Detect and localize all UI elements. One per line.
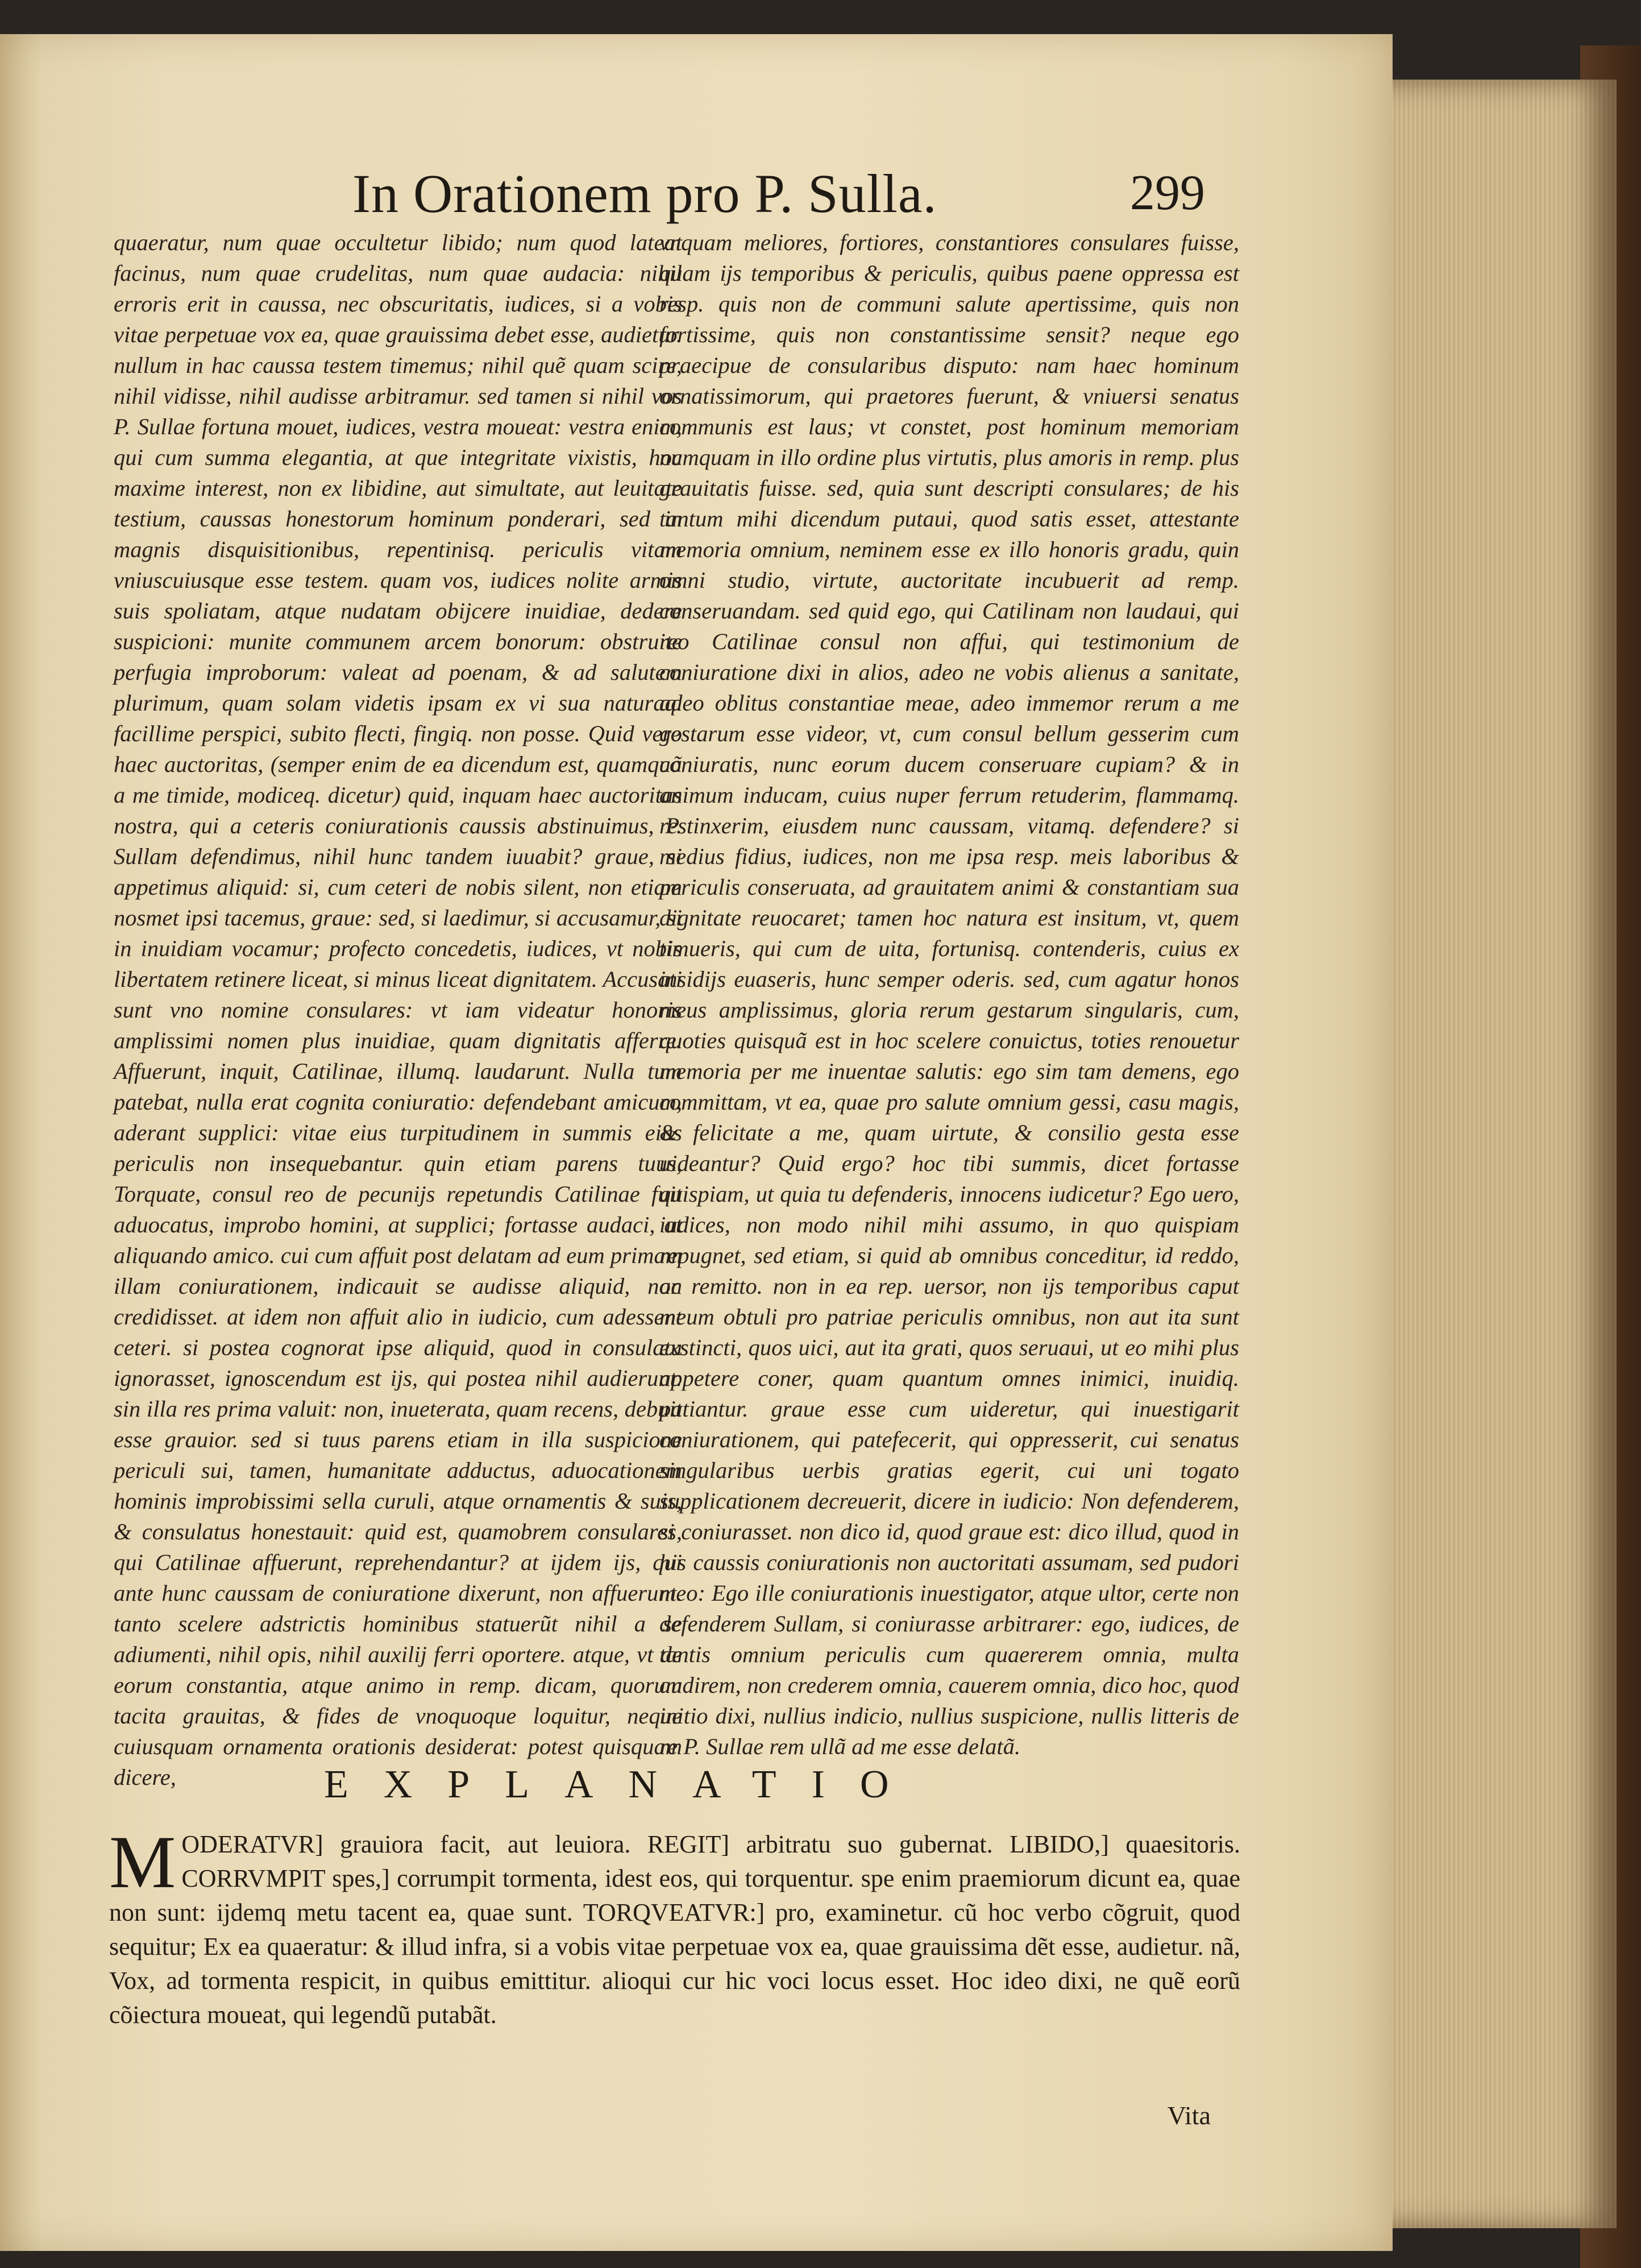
explanatio-commentary xyxy=(109,1820,1240,2089)
text-column-right: vnquam meliores, fortiores, constantiores consulares fuisse, quam ijs temporibus & periculis, quibus paene oppressa est resp. quis non de communi salute apertissime, quis non fortissime, quis non constantissime sensit? neque ego praecipue de consularibus disputo: nam haec hominum ornatissimorum, qui praetores fuerunt, & vniuersi senatus communis est laus; vt constet, post hominum memoriam numquam in illo ordine plus virtutis, plus amoris in remp. plus grauitatis fuisse. sed, quia sunt descripti consulares; de his tantum mihi dicendum putaui, quod satis esset, attestante memoria omnium, neminem esse ex illo honoris gradu, quin omni studio, virtute, auctoritate incubuerit ad remp. conseruandam. sed quid ego, qui Catilinam non laudaui, qui reo Catilinae consul non affui, qui testimonium de coniuratione dixi in alios, adeo ne vobis alienus a sanitate, adeo oblitus constantiae meae, adeo immemor rerum a me gestarum esse videor, vt, cum consul bellum gesserim cum coniuratis, nunc eorum ducem conseruare cupiam? & in animum inducam, cuius nuper ferrum retuderim, flammamq. restinxerim, eiusdem nunc caussam, vitamq. defendere? si medius fidius, iudices, non me ipsa resp. meis laboribus & periculis conseruata, ad grauitatem animi & constantiam sua dignitate reuocaret; tamen hoc natura est insitum, vt, quem timueris, qui cum de uita, fortunisq. contenderis, cuius ex insidijs euaseris, hunc semper oderis. sed, cum agatur honos meus amplissimus, gloria rerum gestarum singularis, cum, quoties quisquã est in hoc scelere conuictus, toties renouetur memoria per me inuentae salutis: ego sim tam demens, ego committam, vt ea, quae pro salute omnium gessi, casu magis, & felicitate a me, quam uirtute, & consilio gesta esse uideantur? Quid ergo? hoc tibi summis, dicet fortasse quispiam, ut quia tu defenderis, innocens iudicetur? Ego uero, iudices, non modo nihil mihi assumo, in quo quispiam repugnet, sed etiam, si quid ab omnibus conceditur, id reddo, ac remitto. non in ea rep. uersor, non ijs temporibus caput meum obtuli pro patriae periculis omnibus, non aut ita sunt exstincti, quos uici, aut ita grati, quos seruaui, ut eo mihi plus appetere coner, quam quantum omnes inimici, inuidiq. patiantur. graue esse cum uideretur, qui inuestigarit coniurationem, qui patefecerit, qui oppresserit, cui senatus singularibus uerbis gratias egerit, cui uni togato supplicationem decreuerit, dicere in iudicio: Non defenderem, si coniurasset. non dico id, quod graue est: dico illud, quod in his caussis coniurationis non auctoritati assumam, sed pudori meo: Ego ille coniurationis inuestigator, atque ultor, certe non defenderem Sullam, si coniurasse arbitrarer: ego, iudices, de tantis omnium periculis cum quaererem omnia, multa audirem, non crederem omnia, cauerem omnia, dico hoc, quod initio dixi, nullius indicio, nullius suspicione, nullis litteris de re P. Sullae rem ullã ad me esse delatã. xyxy=(659,230,1239,1759)
running-title: In Orationem pro P. Sulla. xyxy=(352,163,937,224)
explanatio-heading: EXPLANATIO xyxy=(324,1763,924,1806)
page-header xyxy=(352,162,1205,230)
text-column-left: quaeratur, num quae occultetur libido; num quod lateat facinus, num quae crudelitas, num quae audacia: nihil erroris erit in caussa, nec obscuritatis, iudices, si a vobis vitae perpetuae vox ea, quae grauissima debet esse, audietur. nullum in hac caussa testem timemus; nihil quẽ quam scire, nihil vidisse, nihil audisse arbitramur. sed tamen si nihil vos P. Sullae fortuna mouet, iudices, vestra moueat: vestra enim, qui cum summa elegantia, at que integritate vixistis, hoc maxime interest, non ex libidine, aut simultate, aut leuitate testium, caussas honestorum hominum ponderari, sed in magnis disquisitionibus, repentinisq. periculis vitam vniuscuiusque esse testem. quam vos, iudices nolite armis suis spoliatam, atque nudatam obijcere inuidiae, dedere suspicioni: munite communem arcem bonorum: obstruite perfugia improborum: valeat ad poenam, & ad salutem plurimum, quam solam videtis ipsam ex vi sua naturaq. facillime perspici, subito flecti, fingiq. non posse. Quid vero haec auctoritas, (semper enim de ea dicendum est, quamquã a me timide, modiceq. dicetur) quid, inquam haec auctoritas nostra, qui a ceteris coniurationis caussis abstinuimus, P. Sullam defendimus, nihil hunc tandem iuuabit? graue, si appetimus aliquid: si, cum ceteri de nobis silent, non etiam nosmet ipsi tacemus, graue: sed, si laedimur, si accusamur, si in inuidiam vocamur; profecto concedetis, iudices, vt nobis libertatem retinere liceat, si minus liceat dignitatem. Accusati sunt vno nomine consulares: vt iam videatur honoris amplissimi nomen plus inuidiae, quam dignitatis afferre. Affuerunt, inquit, Catilinae, illumq. laudarunt. Nulla tum patebat, nulla erat cognita coniuratio: defendebant amicum, aderant supplici: vitae eius turpitudinem in summis eius periculis non insequebantur. quin etiam parens tuus, Torquate, consul reo de pecunijs repetundis Catilinae fuit aduocatus, improbo homini, at supplici; fortasse audaci, at aliquando amico. cui cum affuit post delatam ad eum primam illam coniurationem, indicauit se audisse aliquid, non credidisset. at idem non affuit alio in iudicio, cum adessent ceteri. si postea cognorat ipse aliquid, quod in consulatu ignorasset, ignoscendum est ijs, qui postea nihil audierunt. sin illa res prima valuit: non, inueterata, quam recens, debuit esse grauior. sed si tuus parens etiam in illa suspicione periculi sui, tamen, humanitate adductus, aduocationem hominis improbissimi sella curuli, atque ornamentis & suis, & consulatus honestauit: quid est, quamobrem consulares, qui Catilinae affuerunt, reprehendantur? at ijdem ijs, qui ante hunc caussam de coniuratione dixerunt, non affuerunt. tanto scelere adstrictis hominibus statuerũt nihil a se adiumenti, nihil opis, nihil auxilij ferri oportere. atque, vt de eorum constantia, atque animo in remp. dicam, quorum tacita grauitas, & fides de vnoquoque loquitur, neque cuiusquam ornamenta orationis desiderat: potest quisquam dicere, xyxy=(114,230,682,1790)
commentary-text: ODERATVR] grauiora facit, aut leuiora. REGIT] arbitratu suo gubernat. LIBIDO,] quaesitoris. CORRVMPIT spes,] corrumpit tormenta, idest eos, qui torquentur. spe enim praemiorum dicunt ea, quae non sunt: ijdemq metu tacent ea, quae sunt. TORQVEATVR:] pro, examinetur. cũ hoc verbo cõgruit, quod sequitur; Ex ea quaeratur: & illud infra, si a vobis vitae perpetuae vox ea, quae grauissima dẽt esse, audietur. nã, Vox, ad tormenta respicit, in quibus emittitur. alioqui cur hic voci locus esset. Hoc ideo dixi, ne quẽ eorũ cõiectura moueat, qui legendũ putabãt. xyxy=(109,1830,1240,2029)
catchword: Vita xyxy=(1167,2101,1211,2130)
page-block-edge xyxy=(1376,80,1617,2228)
drop-cap: M xyxy=(109,1820,176,1904)
page-number: 299 xyxy=(1130,165,1205,221)
